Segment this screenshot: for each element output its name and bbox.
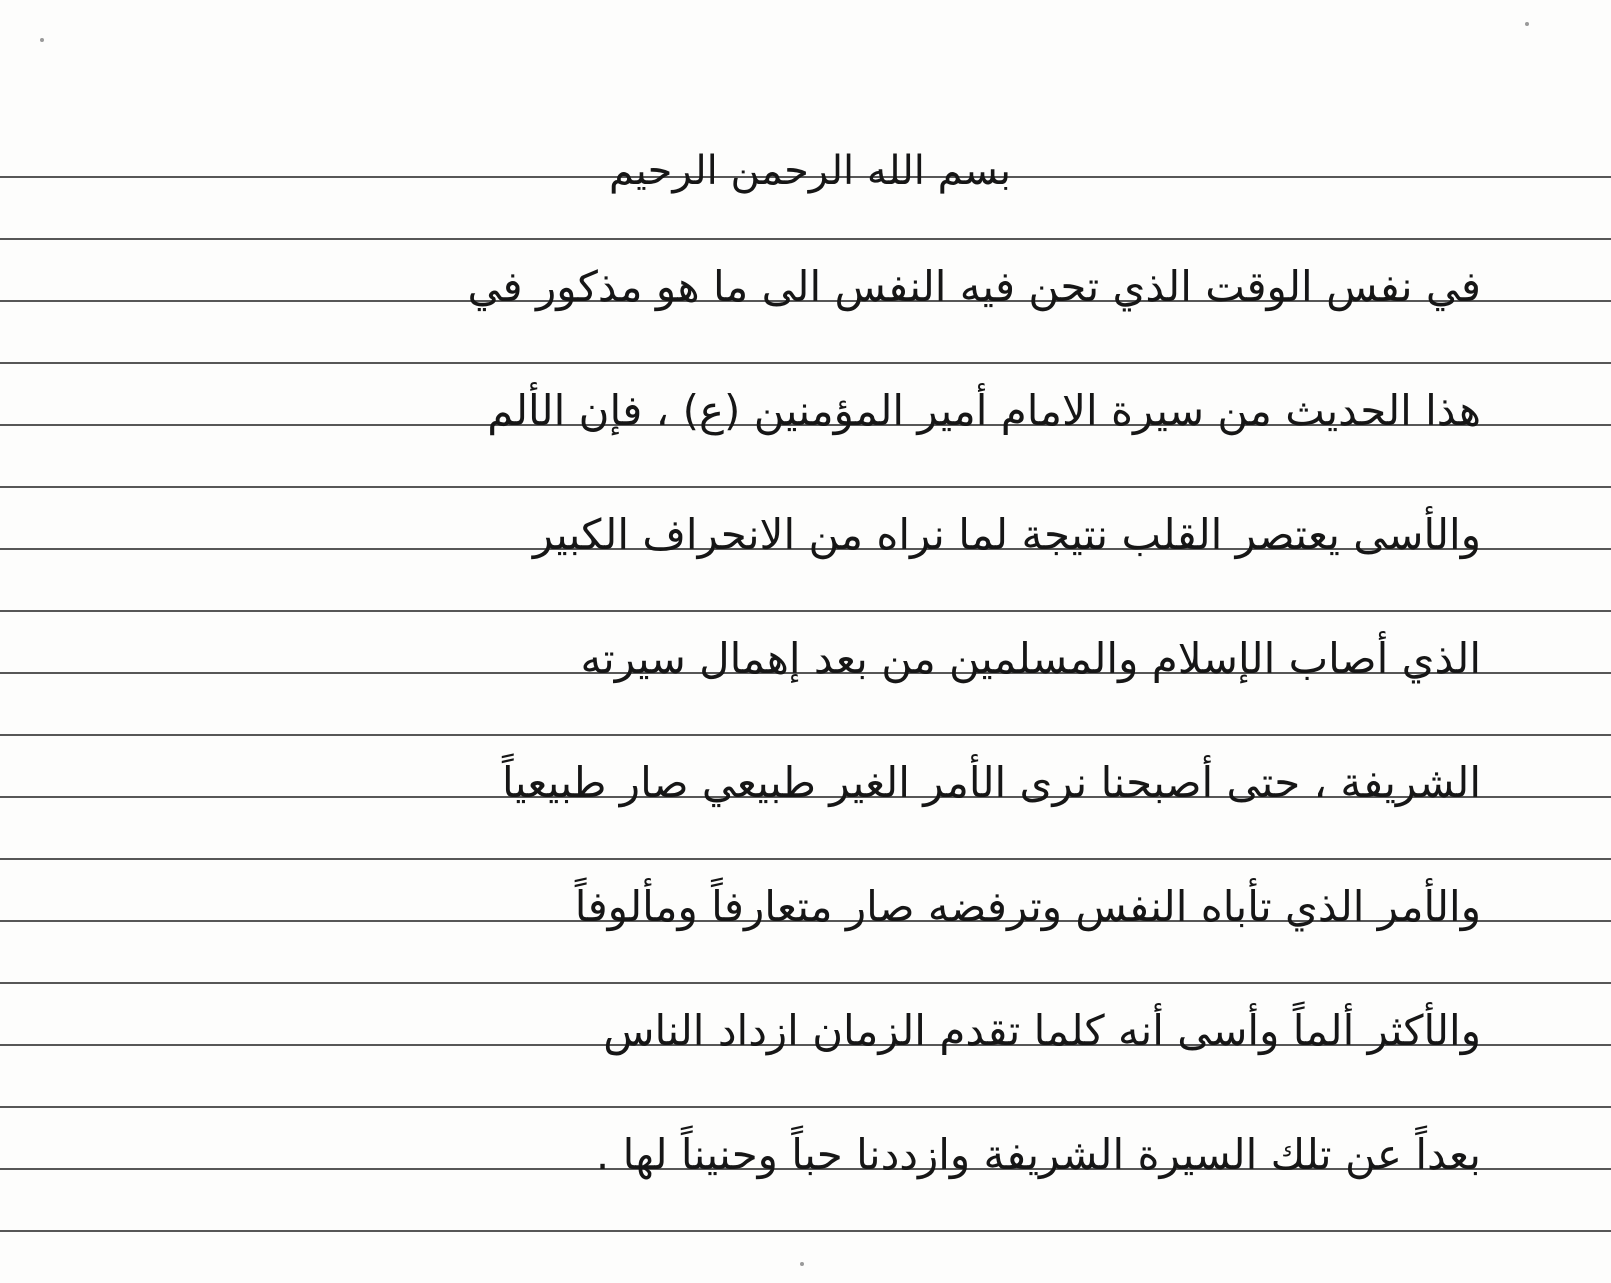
text-line-2: هذا الحديث من سيرة الامام أمير المؤمنين (ع) ، فإن الألم <box>487 386 1481 435</box>
text-line-4: الذي أصاب الإسلام والمسلمين من بعد إهمال سيرته <box>580 634 1481 683</box>
paper-speck <box>1525 22 1529 26</box>
text-line-6: والأمر الذي تأباه النفس وترفضه صار متعارفاً ومألوفاً <box>574 882 1481 931</box>
text-line-7: والأكثر ألماً وأسى أنه كلما تقدم الزمان ازداد الناس <box>603 1006 1481 1055</box>
text-line-8: بعداً عن تلك السيرة الشريفة وازددنا حباً وحنيناً لها . <box>595 1130 1481 1179</box>
ruled-line <box>0 858 1611 860</box>
ruled-line <box>0 1106 1611 1108</box>
paper-speck <box>800 1262 804 1266</box>
text-line-5: الشريفة ، حتى أصبحنا نرى الأمر الغير طبيعي صار طبيعياً <box>501 758 1481 807</box>
ruled-line <box>0 982 1611 984</box>
paper-speck <box>40 38 44 42</box>
ruled-line <box>0 734 1611 736</box>
text-line-1: في نفس الوقت الذي تحن فيه النفس الى ما هو مذكور في <box>467 262 1481 311</box>
ruled-line <box>0 238 1611 240</box>
ruled-line <box>0 486 1611 488</box>
ruled-line <box>0 362 1611 364</box>
basmala-heading: بسم الله الرحمن الرحيم <box>608 148 1012 194</box>
ruled-line <box>0 1230 1611 1232</box>
ruled-line <box>0 610 1611 612</box>
text-line-3: والأسى يعتصر القلب نتيجة لما نراه من الانحراف الكبير <box>532 510 1481 559</box>
